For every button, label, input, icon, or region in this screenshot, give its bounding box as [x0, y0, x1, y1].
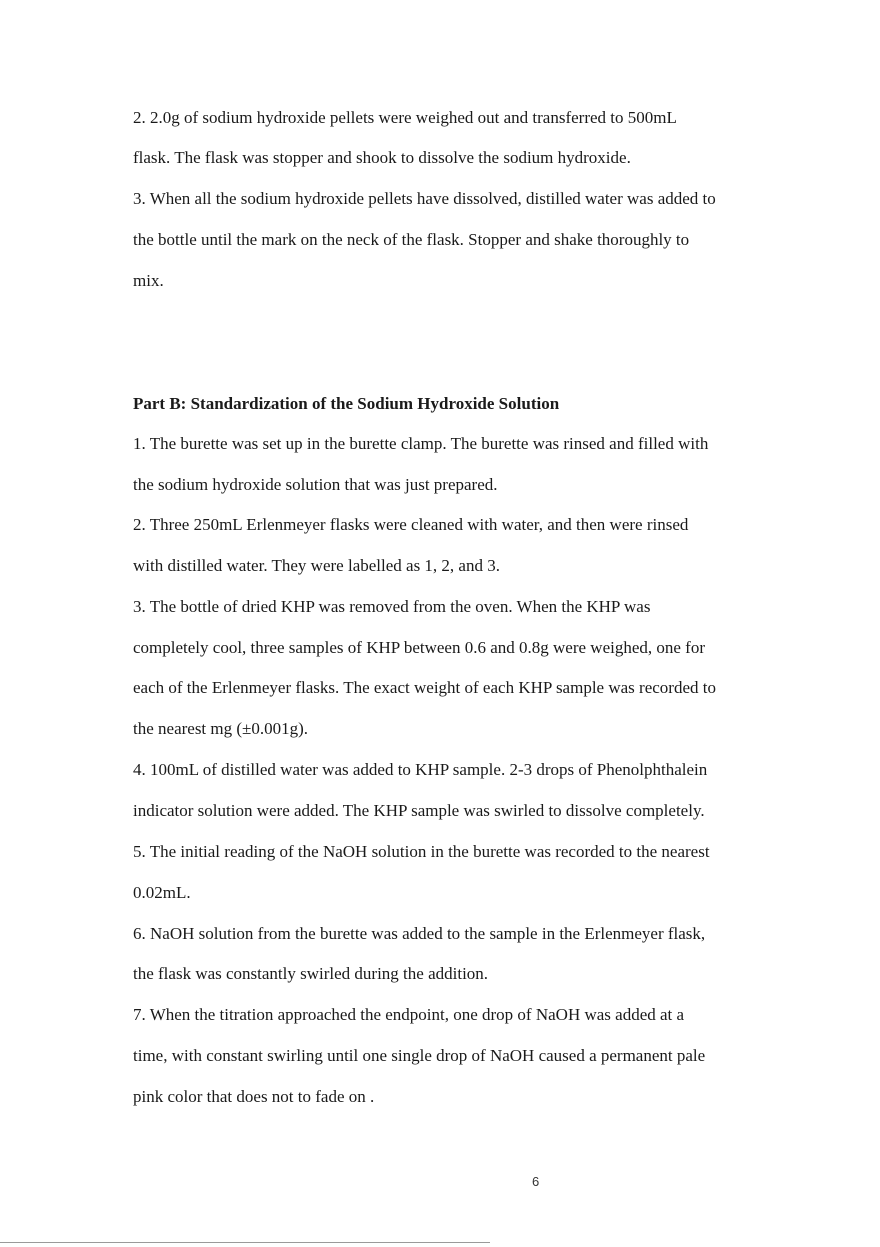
text-line: 3. When all the sodium hydroxide pellets have dissolved, distilled water was added to — [133, 189, 716, 208]
text-line: pink color that does not to fade on . — [133, 1087, 375, 1106]
text-line: time, with constant swirling until one single drop of NaOH caused a permanent pale — [133, 1046, 706, 1065]
text-line: 3. The bottle of dried KHP was removed from the oven. When the KHP was — [133, 597, 651, 616]
text-line: mix. — [133, 271, 164, 290]
text-line: 4. 100mL of distilled water was added to KHP sample. 2-3 drops of Phenolphthalein — [133, 760, 708, 779]
text-line: the flask was constantly swirled during the addition. — [133, 964, 489, 983]
text-line: the bottle until the mark on the neck of the flask. Stopper and shake thoroughly to — [133, 230, 690, 249]
text-line: 6. NaOH solution from the burette was added to the sample in the Erlenmeyer flask, — [133, 924, 706, 943]
text-line: with distilled water. They were labelled as 1, 2, and 3. — [133, 556, 500, 575]
text-line: 5. The initial reading of the NaOH solution in the burette was recorded to the nearest — [133, 842, 710, 861]
text-line: indicator solution were added. The KHP sample was swirled to dissolve completely. — [133, 801, 705, 820]
footer-divider — [0, 1242, 490, 1243]
text-line: 0.02mL. — [133, 883, 191, 902]
page-number: 6 — [532, 1174, 540, 1189]
text-line: each of the Erlenmeyer flasks. The exact weight of each KHP sample was recorded to — [133, 678, 716, 697]
text-line: completely cool, three samples of KHP between 0.6 and 0.8g were weighed, one for — [133, 638, 705, 657]
text-line: the sodium hydroxide solution that was just prepared. — [133, 475, 498, 494]
text-line: the nearest mg (±0.001g). — [133, 719, 309, 738]
text-line: 7. When the titration approached the endpoint, one drop of NaOH was added at a — [133, 1005, 685, 1024]
section-heading: Part B: Standardization of the Sodium Hydroxide Solution — [133, 394, 560, 413]
text-line: 2. 2.0g of sodium hydroxide pellets were weighed out and transferred to 500mL — [133, 108, 677, 127]
text-line: 1. The burette was set up in the burette clamp. The burette was rinsed and filled with — [133, 434, 709, 453]
text-line: flask. The flask was stopper and shook to dissolve the sodium hydroxide. — [133, 148, 631, 167]
text-line: 2. Three 250mL Erlenmeyer flasks were cleaned with water, and then were rinsed — [133, 515, 689, 534]
